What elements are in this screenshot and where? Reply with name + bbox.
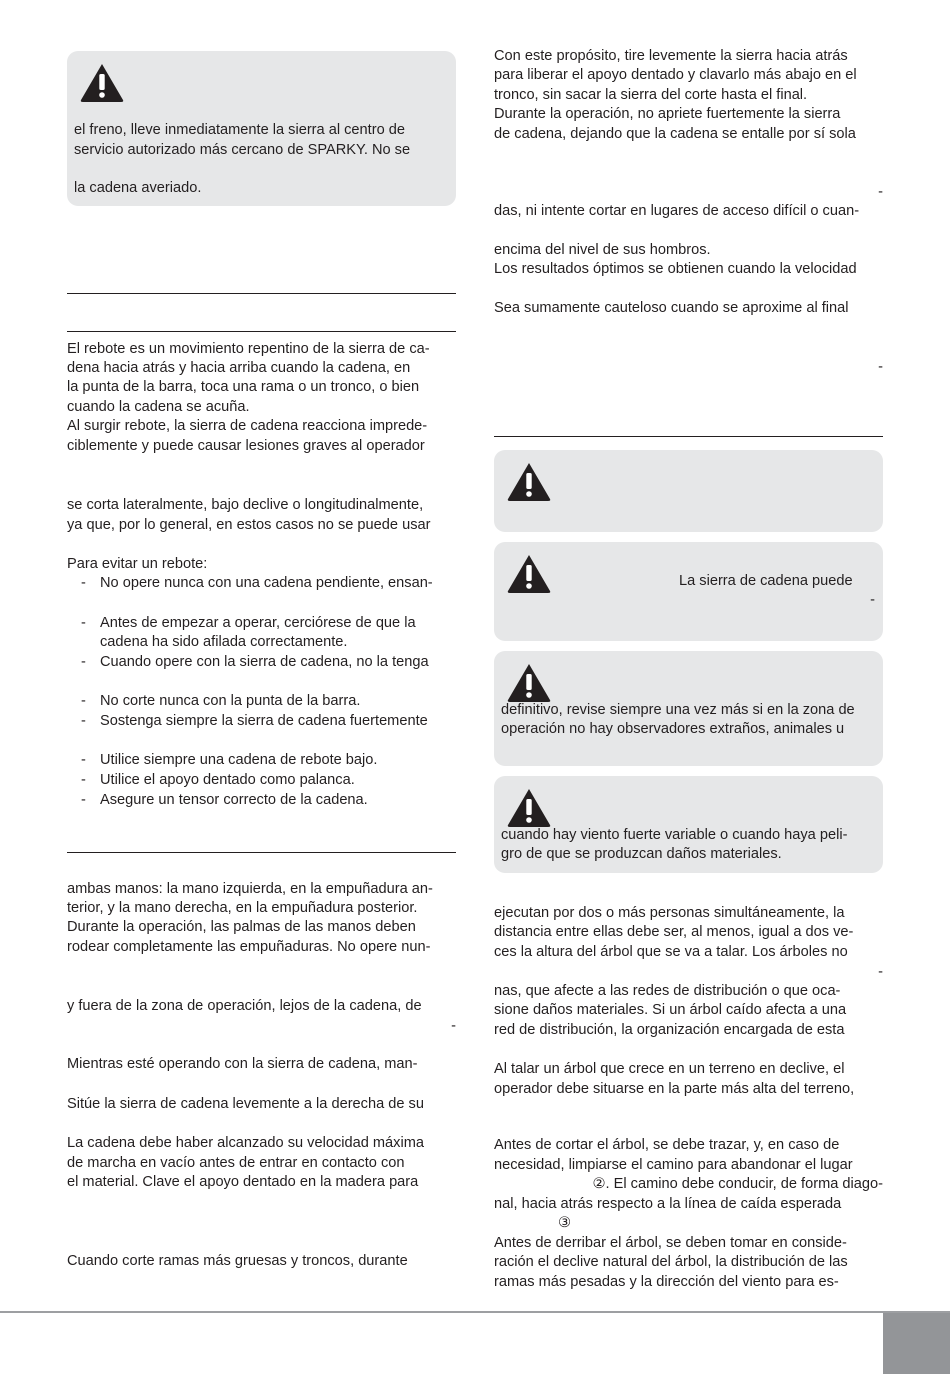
warning-brake-line1: el freno, lleve inmediatamente la sierra al centro de (74, 122, 405, 138)
footer-rule (0, 1311, 950, 1313)
warning-box-a (494, 450, 883, 532)
zone-line: y fuera de la zona de operación, lejos de la cadena, de (67, 998, 422, 1014)
list-item-text: No corte nunca con la punta de la barra. (100, 693, 361, 709)
page-number-tab (883, 1313, 950, 1374)
list-item-text: Antes de empezar a operar, cerciórese de que la (100, 615, 416, 631)
kickback-line3: la punta de la barra, toca una rama o un tronco, o bien (67, 379, 420, 395)
list-item-text: Asegure un tensor correcto de la cadena. (100, 792, 368, 808)
section-rule (67, 852, 456, 853)
purpose-line5: de cadena, dejando que la cadena se entalle por sí sola (494, 126, 856, 142)
optimal-line: Los resultados óptimos se obtienen cuando la velocidad (494, 261, 857, 277)
kickback-line5: Al surgir rebote, la sierra de cadena reacciona imprede- (67, 418, 428, 434)
warning-box-d (494, 776, 883, 873)
place-line: Sitúe la sierra de cadena levemente a la derecha de su (67, 1096, 424, 1112)
network-line3: red de distribución, la organización encargada de esta (494, 1022, 845, 1038)
warning-box-brake (67, 51, 456, 206)
warning-triangle-icon (506, 661, 552, 703)
path-line2: necesidad, limpiarse el camino para abandonar el lugar (494, 1157, 853, 1173)
kickback-cut-line1: se corta lateralmente, bajo declive o longitudinalmente, (67, 497, 424, 513)
network-line1: nas, que afecte a las redes de distribución o que oca- (494, 983, 841, 999)
careful-line: Sea sumamente cauteloso cuando se aproxime al final (494, 300, 849, 316)
warning-brake-line2: servicio autorizado más cercano de SPARKY. No se (74, 142, 411, 158)
kickback-line2: dena hacia atrás y hacia arriba cuando la cadena, en (67, 360, 411, 376)
purpose-line3: tronco, sin sacar la sierra del corte hasta el final. (494, 87, 808, 103)
list-item-text: Sostenga siempre la sierra de cadena fuertemente (100, 713, 428, 729)
list-item-text: No opere nunca con una cadena pendiente, ensan- (100, 575, 433, 591)
hands-line2: terior, y la mano derecha, en la empuñadura posterior. (67, 900, 418, 916)
warning-triangle-icon (79, 61, 125, 103)
hands-line1: ambas manos: la mano izquierda, en la empuñadura an- (67, 881, 433, 897)
hands-line3: Durante la operación, las palmas de las manos deben (67, 919, 416, 935)
avoid-title: Para evitar un rebote: (67, 556, 208, 572)
list-item-text: Utilice el apoyo dentado como palanca. (100, 772, 355, 788)
warning-box-b (494, 542, 883, 641)
warning-brake-line3: la cadena averiado. (74, 180, 202, 196)
section-rule (67, 293, 456, 294)
path-line3-text: . El camino debe conducir, de forma diago- (605, 1176, 883, 1192)
distance-line1: ejecutan por dos o más personas simultáneamente, la (494, 905, 845, 921)
dash-line: - (878, 359, 883, 375)
path-line3 (568, 1175, 883, 1195)
warning-triangle-icon (506, 460, 552, 502)
warning-triangle-icon (506, 552, 552, 594)
kickback-line1: El rebote es un movimiento repentino de la sierra de ca- (67, 341, 430, 357)
fell-line2: ración el declive natural del árbol, la distribución de las (494, 1254, 848, 1270)
kickback-cut-line2: ya que, por lo general, en estos casos no se puede usar (67, 517, 431, 533)
warning-d-line1: cuando hay viento fuerte variable o cuando haya peli- (501, 827, 848, 843)
fell-line3: ramas más pesadas y la dirección del viento para es- (494, 1274, 839, 1290)
warning-c-line1: definitivo, revise siempre una vez más si en la zona de (501, 702, 855, 718)
list-item-text: Utilice siempre una cadena de rebote bajo. (100, 752, 378, 768)
distance-line3: ces la altura del árbol que se va a talar. Los árboles no (494, 944, 848, 960)
network-line2: sione daños materiales. Si un árbol caído afecta a una (494, 1002, 847, 1018)
dash-line: - (878, 964, 883, 980)
thick-line: Cuando corte ramas más gruesas y troncos, durante (67, 1253, 408, 1269)
dash-line: - (878, 184, 883, 200)
speed-line1: La cadena debe haber alcanzado su velocidad máxima (67, 1135, 424, 1151)
section-rule (494, 436, 883, 437)
fell-line1: Antes de derribar el árbol, se deben tomar en conside- (494, 1235, 847, 1251)
figure-mark-2: ② (592, 1176, 606, 1192)
list-item-text: cadena ha sido afilada correctamente. (100, 634, 348, 650)
speed-line3: el material. Clave el apoyo dentado en la madera para (67, 1174, 419, 1190)
warning-c-line2: operación no hay observadores extraños, animales u (501, 721, 845, 737)
operating-line: Mientras esté operando con la sierra de cadena, man- (67, 1056, 418, 1072)
warning-triangle-icon (506, 786, 552, 828)
warning-b-dash: - (870, 592, 875, 608)
kickback-line4: cuando la cadena se acuña. (67, 399, 250, 415)
slope-line2: operador debe situarse en la parte más alta del terreno, (494, 1081, 855, 1097)
purpose-line2: para liberar el apoyo dentado y clavarlo más abajo en el (494, 67, 857, 83)
slope-line1: Al talar un árbol que crece en un terreno en declive, el (494, 1061, 845, 1077)
hands-line4: rodear completamente las empuñaduras. No opere nun- (67, 939, 431, 955)
figure-mark-3: ③ (558, 1215, 572, 1231)
purpose-line4: Durante la operación, no apriete fuertemente la sierra (494, 106, 841, 122)
section-rule (67, 331, 456, 332)
path-line1: Antes de cortar el árbol, se debe trazar, y, en caso de (494, 1137, 840, 1153)
distance-line2: distancia entre ellas debe ser, al menos, igual a dos ve- (494, 924, 854, 940)
zone-dash: - (451, 1018, 456, 1034)
speed-line2: de marcha en vacío antes de entrar en contacto con (67, 1155, 405, 1171)
kickback-line6: ciblemente y puede causar lesiones graves al operador (67, 438, 425, 454)
purpose-line1: Con este propósito, tire levemente la sierra hacia atrás (494, 48, 848, 64)
shoulders-line: encima del nivel de sus hombros. (494, 242, 711, 258)
awkward-line: das, ni intente cortar en lugares de acceso difícil o cuan- (494, 203, 860, 219)
warning-b-line: La sierra de cadena puede (679, 573, 853, 589)
list-item-text: Cuando opere con la sierra de cadena, no la tenga (100, 654, 429, 670)
path-line4: nal, hacia atrás respecto a la línea de caída esperada (494, 1196, 842, 1212)
warning-d-line2: gro de que se produzcan daños materiales. (501, 846, 782, 862)
warning-box-c (494, 651, 883, 766)
